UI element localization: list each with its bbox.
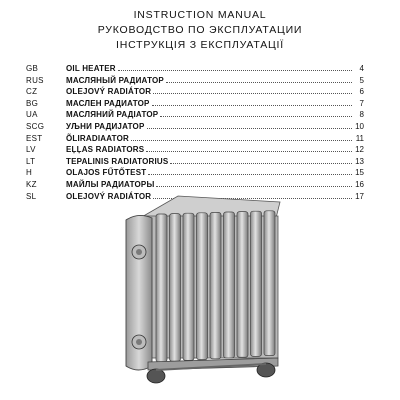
dot-leader — [156, 186, 352, 187]
dot-leader — [118, 70, 352, 71]
page-number: 6 — [359, 87, 364, 97]
language-code: RUS — [26, 75, 44, 85]
toc-row — [26, 64, 364, 76]
heater-fin — [156, 214, 167, 362]
toc-row — [26, 122, 364, 134]
dot-leader — [166, 82, 352, 83]
language-code: KZ — [26, 179, 37, 189]
heater-fin — [210, 212, 221, 358]
dot-leader — [152, 105, 352, 106]
heater-fins — [156, 211, 275, 362]
section-title: TEPALINIS RADIATORIUS — [66, 156, 169, 166]
language-code: LV — [26, 145, 36, 155]
page-number: 4 — [359, 64, 364, 73]
section-title: ÕLIRADIAATOR — [66, 133, 129, 143]
manual-titles — [0, 8, 400, 53]
toc-row — [26, 134, 364, 146]
page-number: 16 — [355, 179, 364, 189]
language-code: BG — [26, 98, 39, 108]
title-russian: РУКОВОДСТВО ПО ЭКСПЛУАТАЦИИ — [97, 24, 303, 36]
section-title: МАСЛЕН РАДИАТОР — [66, 98, 150, 108]
section-title: МАСЛЯНЫЙ РАДИАТОР — [66, 75, 164, 85]
toc-row — [26, 157, 364, 169]
section-title: МАСЛЯНИЙ РАДІАТОР — [66, 110, 159, 120]
dot-leader — [148, 174, 352, 175]
language-code: H — [26, 168, 33, 178]
heater-fin — [197, 213, 208, 360]
section-title: УЉНИ РАДИЈАТОР — [66, 121, 145, 131]
section-title: OLAJOS FŰTŐTEST — [66, 168, 147, 178]
dot-leader — [146, 151, 352, 152]
heater-fin — [237, 212, 248, 358]
section-title: МАЙЛЫ РАДИАТОРЫ — [66, 179, 155, 189]
section-title: EĻĻAS RADIATORS — [66, 145, 145, 155]
page-number: 8 — [359, 110, 364, 120]
page-number: 11 — [355, 133, 364, 143]
language-code: CZ — [26, 87, 38, 97]
language-code: UA — [26, 110, 38, 120]
dot-leader — [153, 93, 352, 94]
page-number: 7 — [359, 98, 364, 108]
page-number: 15 — [355, 168, 364, 178]
heater-fin — [224, 212, 235, 358]
title-english: INSTRUCTION MANUAL — [133, 9, 267, 21]
toc-row — [26, 110, 364, 122]
title-ukrainian: ІНСТРУКЦІЯ З ЕКСПЛУАТАЦІЇ — [116, 39, 284, 51]
language-code: EST — [26, 133, 43, 143]
toc-row — [26, 76, 364, 88]
section-title: OLEJOVÝ RADIÁTOR — [66, 191, 152, 201]
language-code: SCG — [26, 121, 45, 131]
toc-row — [26, 87, 364, 99]
language-code: SL — [26, 191, 37, 201]
heater-fin — [264, 211, 275, 356]
dot-leader — [131, 140, 352, 141]
section-title: OIL HEATER — [66, 64, 116, 73]
language-code: GB — [26, 64, 39, 73]
toc-row — [26, 145, 364, 157]
page-number: 10 — [355, 121, 364, 131]
page-number: 12 — [355, 145, 364, 155]
oil-heater-illustration — [118, 190, 288, 395]
toc-row — [26, 168, 364, 180]
heater-fin — [183, 213, 194, 360]
page-number: 17 — [355, 191, 364, 201]
dot-leader — [170, 163, 352, 164]
toc-row — [26, 99, 364, 111]
dot-leader — [160, 116, 352, 117]
page-number: 13 — [355, 156, 364, 166]
language-code: LT — [26, 156, 36, 166]
dot-leader — [147, 128, 352, 129]
table-of-contents — [26, 64, 364, 203]
heater-fin — [170, 214, 181, 362]
page-number: 5 — [359, 75, 364, 85]
wheel-left — [147, 369, 165, 383]
heater-fin — [251, 211, 262, 356]
section-title: OLEJOVÝ RADIÁTOR — [66, 87, 152, 97]
